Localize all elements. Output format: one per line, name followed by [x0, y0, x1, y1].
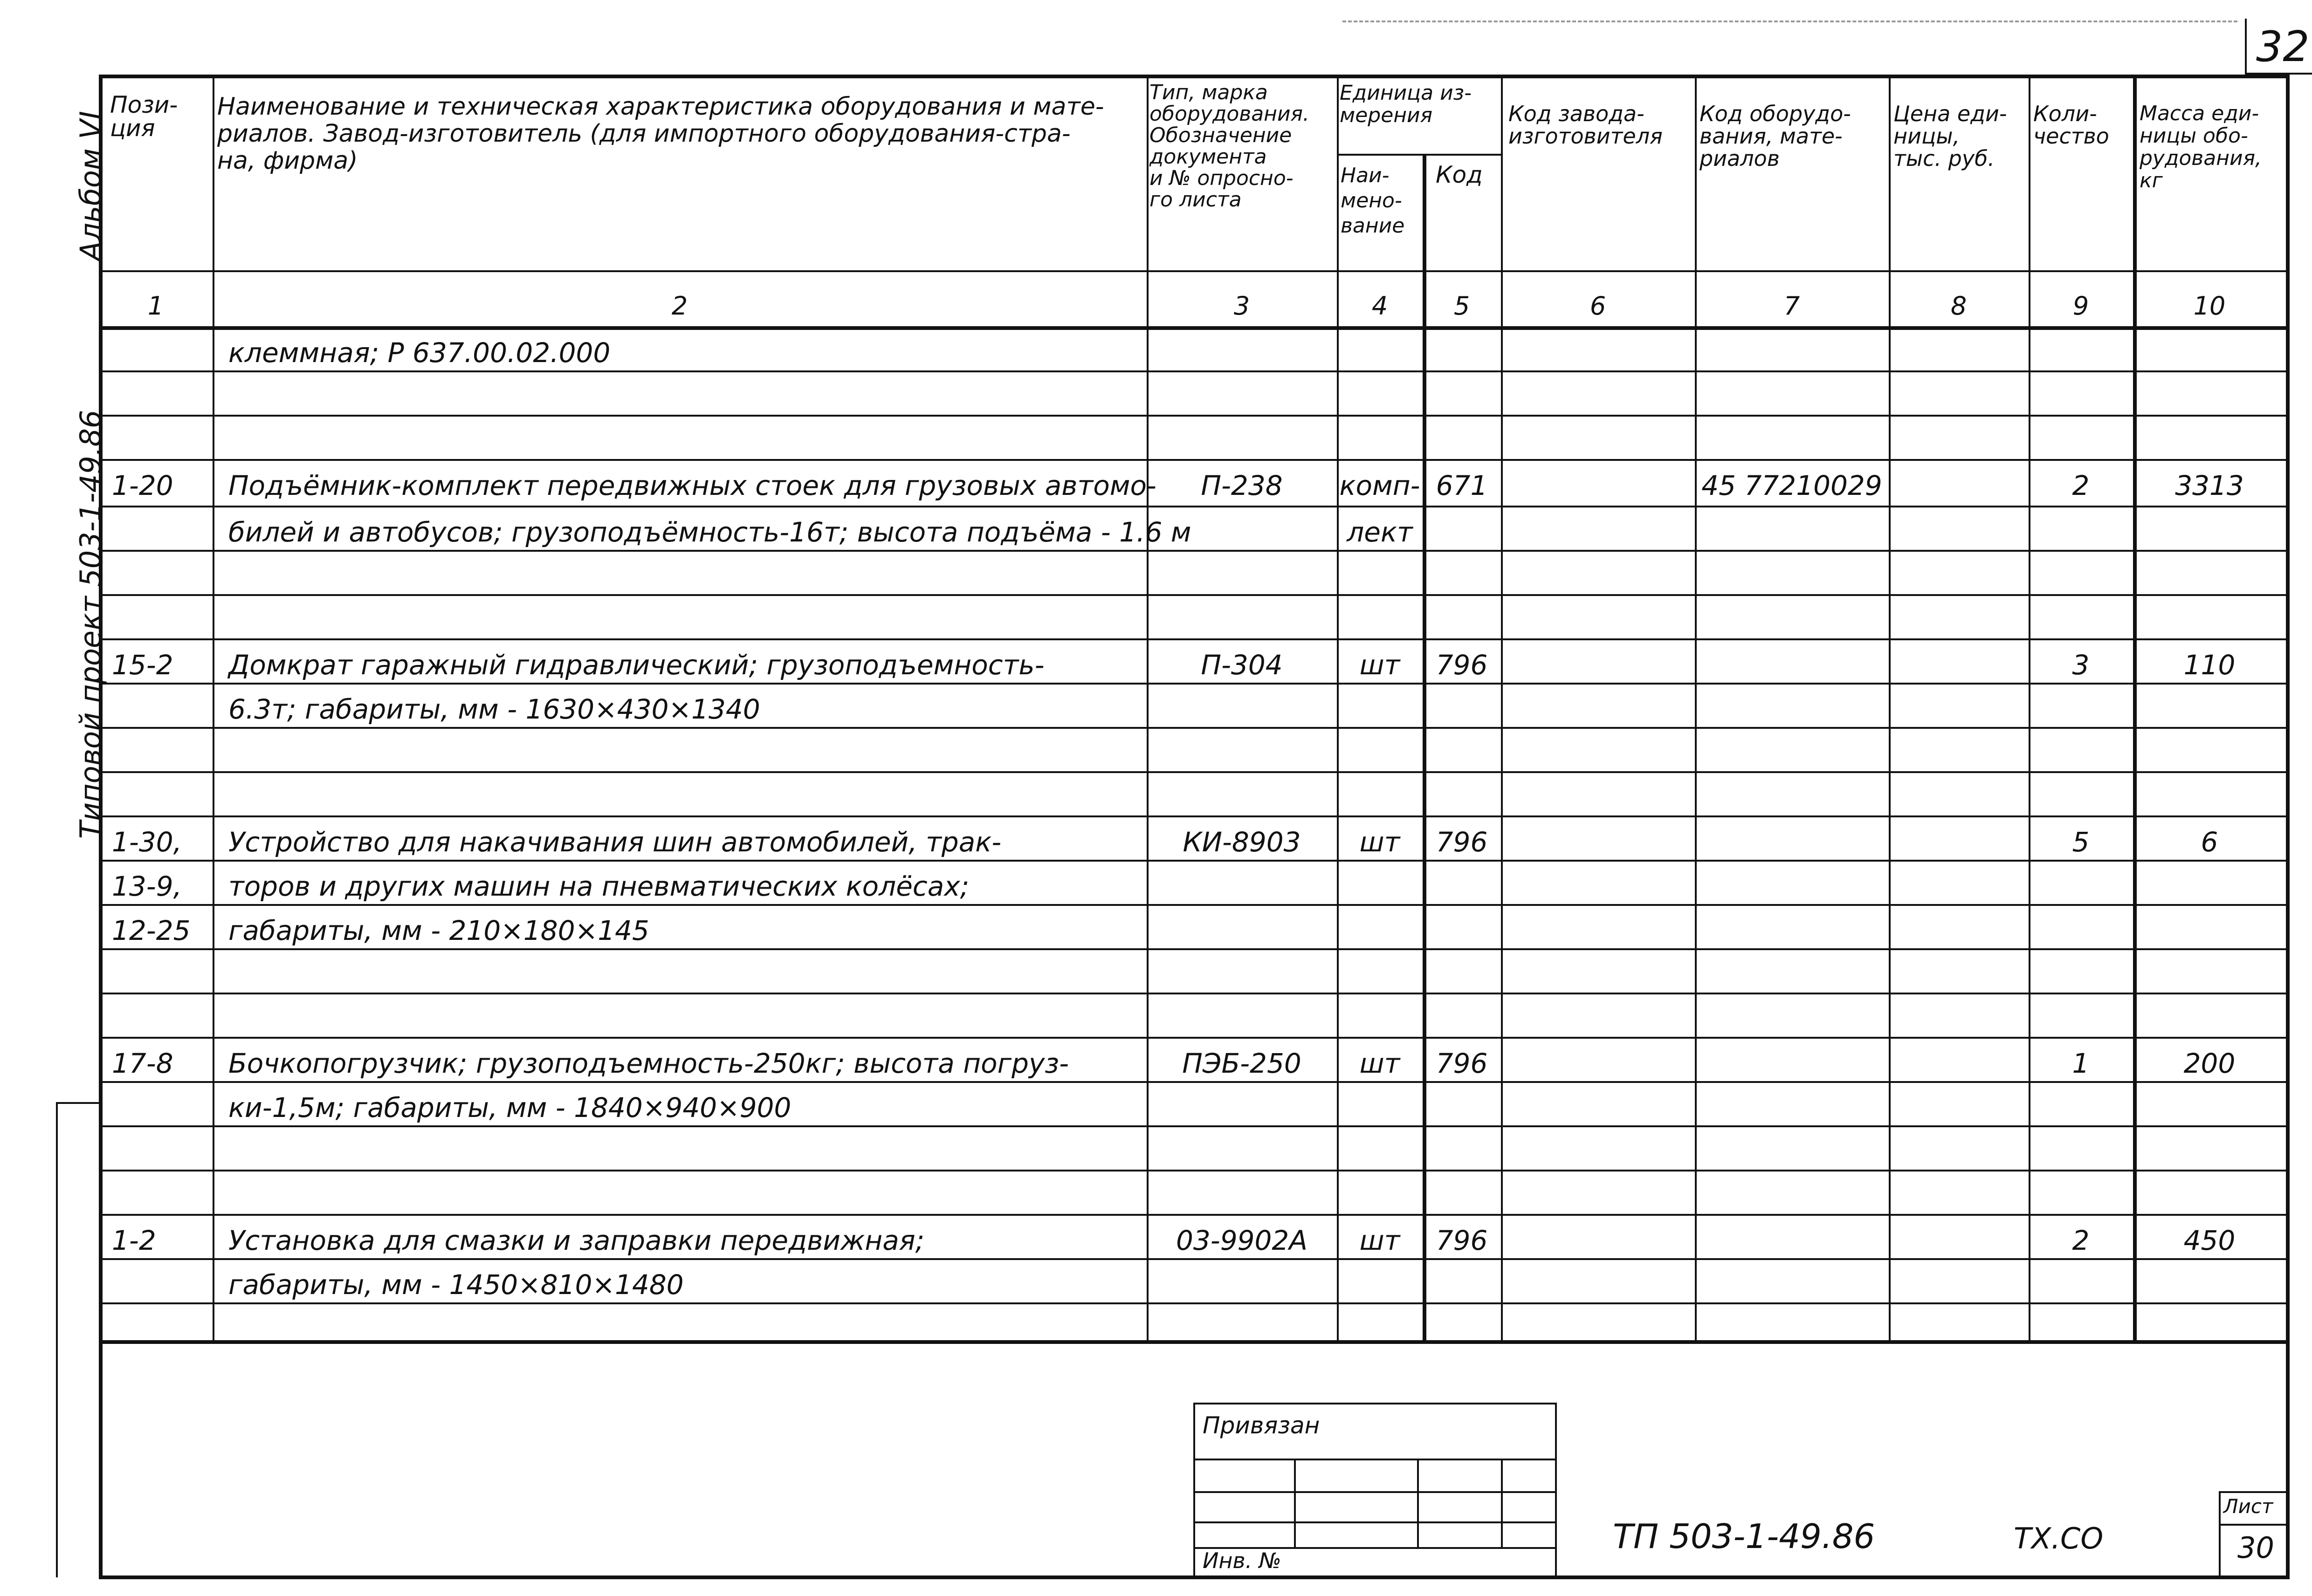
item-unit-code: 671 [1436, 470, 1488, 501]
item-mark: П-238 [1201, 470, 1283, 501]
item-unit: шт [1359, 826, 1400, 858]
item-name: габариты, мм - 1450×810×1480 [228, 1269, 684, 1301]
item-equipment-code: 45 77210029 [1701, 470, 1882, 501]
item-name: билей и автобусов; грузоподъёмность-16т; высота подъёма - 1.6 м [228, 516, 1191, 548]
sheet-box-border [2219, 1491, 2221, 1577]
row-line [99, 1125, 2290, 1127]
row-line [99, 638, 2290, 640]
item-position: 17-8 [112, 1048, 173, 1079]
item-name: габариты, мм - 210×180×145 [228, 915, 649, 946]
col-number: 1 [147, 291, 164, 321]
sheet-number: 30 [2237, 1531, 2274, 1565]
item-unit-code: 796 [1436, 826, 1488, 858]
item-name: ки-1,5м; габариты, мм - 1840×940×900 [228, 1092, 791, 1123]
item-name: 6.3т; габариты, мм - 1630×430×1340 [228, 693, 760, 725]
item-position: 12-25 [112, 915, 191, 946]
row-line [99, 815, 2290, 817]
col-number: 3 [1233, 291, 1250, 321]
row-line [99, 771, 2290, 773]
header-unit-code: Код [1436, 161, 1483, 188]
item-position: 1-30, [112, 826, 182, 858]
item-mass: 200 [2183, 1048, 2236, 1079]
row-line [99, 415, 2290, 417]
stamp-project-code: ТП 503-1-49.86 [1613, 1517, 1875, 1556]
stamp-inv: Инв. № [1203, 1548, 1281, 1573]
stamp-section: ТХ.СО [2014, 1521, 2104, 1555]
item-position: 13-9, [112, 870, 182, 902]
header-unit-name: Наи- мено- вание [1341, 164, 1405, 238]
item-mark: ПЭБ-250 [1182, 1048, 1301, 1079]
item-unit: лект [1347, 516, 1413, 548]
row-line [99, 1214, 2290, 1216]
left-strip-border [56, 1102, 58, 1577]
corner-number: 32 [2256, 22, 2310, 71]
col-number: 5 [1453, 291, 1470, 321]
row-line [99, 860, 2290, 862]
row-line [99, 1081, 2290, 1083]
item-unit: шт [1359, 649, 1400, 681]
row-line [99, 904, 2290, 906]
item-name: Подъёмник-комплект передвижных стоек для грузовых автомо- [228, 470, 1156, 501]
item-mark: КИ-8903 [1183, 826, 1301, 858]
item-position: 1-2 [112, 1225, 156, 1256]
stamp-line [1417, 1459, 1419, 1547]
item-unit: шт [1359, 1048, 1400, 1079]
item-unit-code: 796 [1436, 1225, 1488, 1256]
row-line [99, 993, 2290, 994]
stamp-line [1501, 1459, 1503, 1547]
header-position: Пози- ция [110, 91, 178, 142]
col-line [1337, 75, 1339, 1342]
row-line [99, 506, 2290, 507]
top-dashed-line [1342, 21, 2237, 22]
item-name: Установка для смазки и заправки передвижная; [228, 1225, 925, 1256]
header-quantity: Коли- чество [2033, 101, 2109, 149]
col-number: 7 [1783, 291, 1800, 321]
item-unit-code: 796 [1436, 649, 1488, 681]
item-mark: 03-9902А [1176, 1225, 1307, 1256]
item-mark: П-304 [1201, 649, 1283, 681]
col-line [1423, 154, 1426, 1342]
col-line [1889, 75, 1891, 1342]
row-line [99, 948, 2290, 950]
item-name: Домкрат гаражный гидравлический; грузоподъемность- [228, 649, 1045, 681]
col-line [1147, 75, 1149, 1342]
colnum-bottom-line [99, 326, 2290, 330]
col-number: 8 [1950, 291, 1967, 321]
col-number: 4 [1371, 291, 1388, 321]
col-line [1695, 75, 1697, 1342]
header-type: Тип, марка оборудования. Обозначение документа и № опросно- го листа [1149, 81, 1309, 212]
sheet-label: Лист [2223, 1495, 2273, 1518]
item-mass: 110 [2183, 649, 2236, 681]
row-line [99, 370, 2290, 372]
row-line [99, 1170, 2290, 1171]
row-line [99, 459, 2290, 461]
item-quantity: 2 [2072, 1225, 2090, 1256]
sheet-box-border [2219, 1524, 2289, 1526]
item-mass: 450 [2183, 1225, 2236, 1256]
item-quantity: 5 [2072, 826, 2090, 858]
item-name: торов и других машин на пневматических колёсах; [228, 870, 970, 902]
header-bottom-line [99, 270, 2290, 272]
col-number: 10 [2193, 291, 2226, 321]
col-line [2133, 75, 2137, 1342]
item-mass: 3313 [2175, 470, 2244, 501]
item-quantity: 2 [2072, 470, 2090, 501]
corner-border [2245, 19, 2247, 75]
stamp-border [1193, 1403, 1195, 1577]
item-quantity: 3 [2072, 649, 2090, 681]
project-label: Типовой проект 503-1-49.86 [74, 410, 108, 839]
header-factory-code: Код завода- изготовителя [1508, 101, 1663, 149]
row-line [99, 1037, 2290, 1039]
row-line [99, 1302, 2290, 1304]
stamp-border [1193, 1403, 1557, 1404]
item-unit-code: 796 [1436, 1048, 1488, 1079]
stamp-border [1555, 1403, 1557, 1577]
item-quantity: 1 [2072, 1048, 2090, 1079]
row-line [99, 1340, 2290, 1344]
item-unit: шт [1359, 1225, 1400, 1256]
table-top-border [99, 75, 2290, 78]
col-line [1501, 75, 1503, 1342]
col-number: 6 [1590, 291, 1606, 321]
col-number: 2 [671, 291, 688, 321]
left-strip-border [56, 1102, 103, 1104]
item-name: Устройство для накачивания шин автомобилей, трак- [228, 826, 1002, 858]
col-line [2029, 75, 2030, 1342]
header-mass: Масса еди- ницы обо- рудования, кг [2140, 102, 2262, 192]
item-name: Бочкопогрузчик; грузоподъемность-250кг; высота погруз- [228, 1048, 1069, 1079]
item-name: клеммная; Р 637.00.02.000 [228, 337, 611, 369]
col-line [213, 75, 214, 1342]
header-subline [1337, 154, 1501, 156]
col-number: 9 [2072, 291, 2089, 321]
item-mass: 6 [2201, 826, 2218, 858]
header-unit: Единица из- мерения [1340, 81, 1472, 127]
row-line [99, 727, 2290, 729]
header-equipment-code: Код оборудо- вания, мате- риалов [1700, 101, 1851, 171]
item-unit: комп- [1339, 470, 1420, 501]
item-position: 15-2 [112, 649, 173, 681]
table-right-border [2286, 75, 2290, 1577]
stamp-privyazan: Привязан [1203, 1412, 1320, 1439]
sheet-box-border [2219, 1491, 2289, 1493]
header-price: Цена еди- ницы, тыс. руб. [1893, 101, 2007, 171]
row-line [99, 594, 2290, 596]
stamp-line [1294, 1459, 1296, 1547]
row-line [99, 550, 2290, 552]
row-line [99, 683, 2290, 685]
album-label: Альбом VI [74, 111, 108, 261]
row-line [99, 1258, 2290, 1260]
item-position: 1-20 [112, 470, 173, 501]
header-name: Наименование и техническая характеристика оборудования и мате- риалов. Завод-изготовитель (для импортного оборудования-стра- на, фирма) [217, 93, 1104, 175]
